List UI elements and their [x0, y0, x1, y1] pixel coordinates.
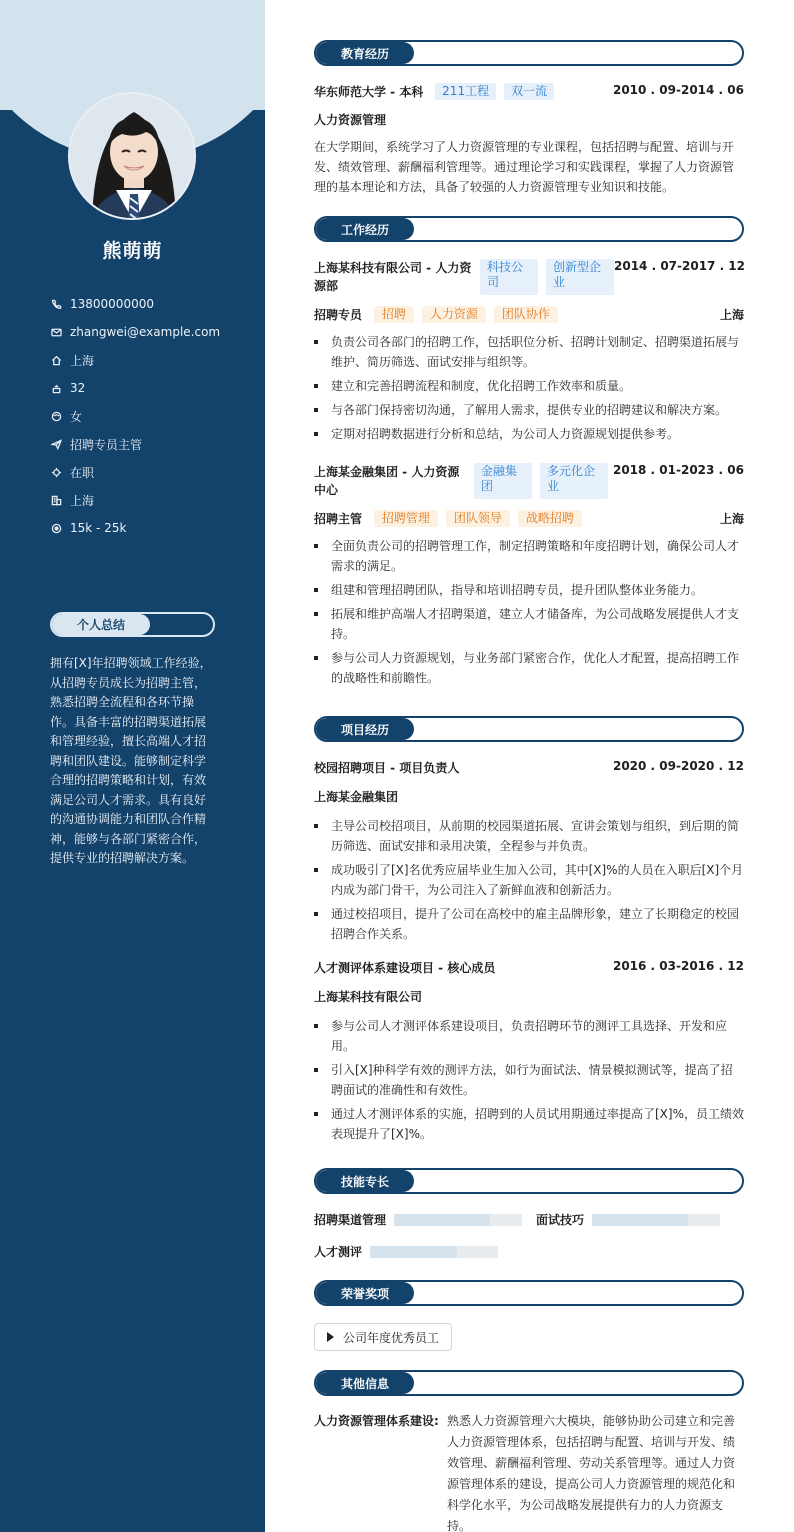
project-org: 上海某金融集团: [314, 790, 399, 804]
job-bullets: [314, 332, 744, 444]
contact-city: [50, 486, 250, 514]
list-item: 参与公司人力资源规划，与业务部门紧密合作，优化人才配置，提高招聘工作的战略性和前瞻性。: [314, 648, 744, 688]
tag: 双一流: [504, 83, 554, 100]
section-title: 其他信息: [340, 1376, 389, 1391]
project-header: [314, 759, 744, 776]
list-item: 成功吸引了[X]名优秀应届毕业生加入公司，其中[X]%的人员在入职后[X]个月内成为部门骨干，为公司注入了新鲜血液和创新活力。: [314, 860, 744, 900]
tag: 科技公司: [480, 259, 538, 295]
job-city: 上海: [719, 308, 744, 322]
tag: 招聘: [374, 306, 414, 323]
tag: 金融集团: [474, 463, 532, 499]
project-name: 人才测评体系建设项目 - 核心成员: [314, 961, 496, 975]
list-item: 定期对招聘数据进行分析和总结，为公司人力资源规划提供参考。: [314, 424, 744, 444]
job-role: 招聘专员: [314, 308, 363, 322]
skill-row: [314, 1211, 744, 1228]
building-icon: [50, 494, 62, 506]
contact-text: 上海: [70, 353, 95, 368]
contact-email: [50, 318, 250, 346]
project-bullets: [314, 816, 744, 944]
job-role-row: [314, 510, 744, 527]
contact-text: 招聘专员主管: [70, 437, 143, 452]
contact-salary: [50, 514, 250, 542]
home-icon: [50, 354, 62, 366]
project-entry: [314, 959, 744, 1148]
list-item: 负责公司各部门的招聘工作，包括职位分析、招聘计划制定、招聘渠道拓展与维护、简历筛选、面试安排与组织等。: [314, 332, 744, 372]
sidebar: [0, 0, 265, 1532]
skill-level-bar: [592, 1214, 720, 1226]
list-item: 拓展和维护高端人才招聘渠道，建立人才储备库，为公司战略发展提供人才支持。: [314, 604, 744, 644]
summary-section-header: [50, 612, 215, 637]
contact-text: 在职: [70, 465, 95, 480]
contact-list: [50, 290, 250, 542]
skill-name: 招聘渠道管理: [314, 1213, 387, 1227]
contact-age: [50, 374, 250, 402]
school-name: 华东师范大学 - 本科: [314, 85, 424, 99]
salary-icon: [50, 522, 62, 534]
company-tags: [480, 259, 614, 295]
contact-status: [50, 458, 250, 486]
contact-text: 女: [70, 409, 83, 424]
job-role-row: [314, 306, 744, 323]
other-info-text: 熟悉人力资源管理六大模块，能够协助公司建立和完善人力资源管理体系，包括招聘与配置、培训与开发、绩效管理、薪酬福利管理、劳动关系管理等。通过人力资源管理体系的建设，提高公司人力资源管理的规范化和科学化水平，为公司战略发展提供有力的人力资源支持。: [447, 1414, 736, 1532]
work-section-header: [314, 216, 744, 242]
tag: 人力资源: [422, 306, 486, 323]
contact-text: zhangwei@example.com: [70, 325, 221, 339]
company-tags: [474, 463, 608, 499]
contact-gender: [50, 402, 250, 430]
job-date: 2018 . 01-2023 . 06: [612, 463, 744, 477]
project-name: 校园招聘项目 - 项目负责人: [314, 761, 460, 775]
job-entry: [314, 463, 744, 692]
project-header: [314, 959, 744, 976]
summary-text: 拥有[X]年招聘领域工作经验，从招聘专员成长为招聘主管，熟悉招聘全流程和各环节操作。具备丰富的招聘渠道拓展和管理经验，擅长高端人才招聘和团队建设。能够制定科学合理的招聘策略和计划，有效满足公司人才需求。具有良好的沟通协调能力和团队合作精神，能够与各部门紧密合作，提供专业的招聘解决方案。: [50, 656, 212, 865]
education-description: 在大学期间，系统学习了人力资源管理的专业课程，包括招聘与配置、培训与开发、绩效管理、薪酬福利管理等。通过理论学习和实践课程，掌握了人力资源管理的基本理论和方法，具备了较强的人力资源管理专业知识和技能。: [314, 140, 735, 194]
tag: 招聘管理: [374, 510, 438, 527]
skill-name: 面试技巧: [536, 1213, 585, 1227]
projects-section-header: [314, 716, 744, 742]
education-section-header: [314, 40, 744, 66]
contact-phone: [50, 290, 250, 318]
tag: 多元化企业: [540, 463, 608, 499]
job-city: 上海: [719, 512, 744, 526]
project-date: 2020 . 09-2020 . 12: [612, 759, 744, 773]
contact-text: 15k - 25k: [70, 521, 127, 535]
role-tags: [374, 510, 582, 527]
job-role: 招聘主管: [314, 512, 363, 526]
job-entry: [314, 259, 744, 448]
list-item: 主导公司校招项目，从前期的校园渠道拓展、宣讲会策划与组织，到后期的简历筛选、面试安排和录用决策，全程参与并负责。: [314, 816, 744, 856]
contact-text: 上海: [70, 493, 95, 508]
skills-section-header: [314, 1168, 744, 1194]
award-text: 公司年度优秀员工: [343, 1330, 440, 1345]
list-item: 引入[X]种科学有效的测评方法，如行为面试法、情景模拟测试等，提高了招聘面试的准确性和有效性。: [314, 1060, 744, 1100]
mail-icon: [50, 326, 62, 338]
summary-title: 个人总结: [76, 618, 125, 632]
other-info-label: 人力资源管理体系建设:: [314, 1414, 439, 1428]
section-title: 技能专长: [340, 1174, 389, 1189]
project-date: 2016 . 03-2016 . 12: [612, 959, 744, 973]
list-item: 通过校招项目，提升了公司在高校中的雇主品牌形象，建立了长期稳定的校园招聘合作关系。: [314, 904, 744, 944]
role-tags: [374, 306, 558, 323]
job-header: [314, 259, 744, 295]
section-title: 项目经历: [340, 722, 389, 737]
education-major: 人力资源管理: [314, 113, 387, 127]
profile-name: 熊萌萌: [102, 240, 163, 262]
tag: 战略招聘: [518, 510, 582, 527]
job-header: [314, 463, 744, 499]
list-item: 参与公司人才测评体系建设项目，负责招聘环节的测评工具选择、开发和应用。: [314, 1016, 744, 1056]
education-date: 2010 . 09-2014 . 06: [612, 83, 744, 97]
contact-position: [50, 430, 250, 458]
skill-name: 人才测评: [314, 1245, 363, 1259]
section-title: 工作经历: [340, 222, 389, 237]
company-name: 上海某科技有限公司 - 人力资源部: [314, 261, 472, 293]
school-tags: [435, 83, 554, 100]
list-item: 全面负责公司的招聘管理工作，制定招聘策略和年度招聘计划，确保公司人才需求的满足。: [314, 536, 744, 576]
project-bullets: [314, 1016, 744, 1144]
honors-section-header: [314, 1280, 744, 1306]
tag: 团队协作: [494, 306, 558, 323]
contact-location: [50, 346, 250, 374]
project-org: 上海某科技有限公司: [314, 990, 423, 1004]
list-item: 组建和管理招聘团队，指导和培训招聘专员，提升团队整体业务能力。: [314, 580, 744, 600]
list-item: 建立和完善招聘流程和制度，优化招聘工作效率和质量。: [314, 376, 744, 396]
list-item: 通过人才测评体系的实施，招聘到的人员试用期通过率提高了[X]%，员工绩效表现提升了[X]%。: [314, 1104, 744, 1144]
gender-icon: [50, 410, 62, 422]
education-entry-header: [314, 83, 744, 100]
skill-level-bar: [394, 1214, 522, 1226]
skill-level-bar: [370, 1246, 498, 1258]
award-chip: [314, 1323, 452, 1351]
avatar: [68, 92, 196, 220]
job-bullets: [314, 536, 744, 688]
tag: 团队领导: [446, 510, 510, 527]
project-entry: [314, 759, 744, 948]
phone-icon: [50, 298, 62, 310]
play-icon: [327, 1332, 334, 1342]
skill-row: [314, 1243, 744, 1260]
list-item: 与各部门保持密切沟通，了解用人需求，提供专业的招聘建议和解决方案。: [314, 400, 744, 420]
job-date: 2014 . 07-2017 . 12: [614, 259, 746, 273]
section-title: 荣誉奖项: [340, 1286, 389, 1301]
status-icon: [50, 466, 62, 478]
age-icon: [50, 382, 62, 394]
section-title: 教育经历: [340, 46, 389, 61]
contact-text: 32: [70, 381, 86, 395]
send-icon: [50, 438, 62, 450]
tag: 211工程: [435, 83, 496, 100]
company-name: 上海某金融集团 - 人力资源中心: [314, 465, 460, 497]
tag: 创新型企业: [546, 259, 614, 295]
avatar-photo: [70, 94, 196, 220]
other-section-header: [314, 1370, 744, 1396]
contact-text: 13800000000: [70, 297, 154, 311]
other-info-row: [314, 1411, 744, 1532]
